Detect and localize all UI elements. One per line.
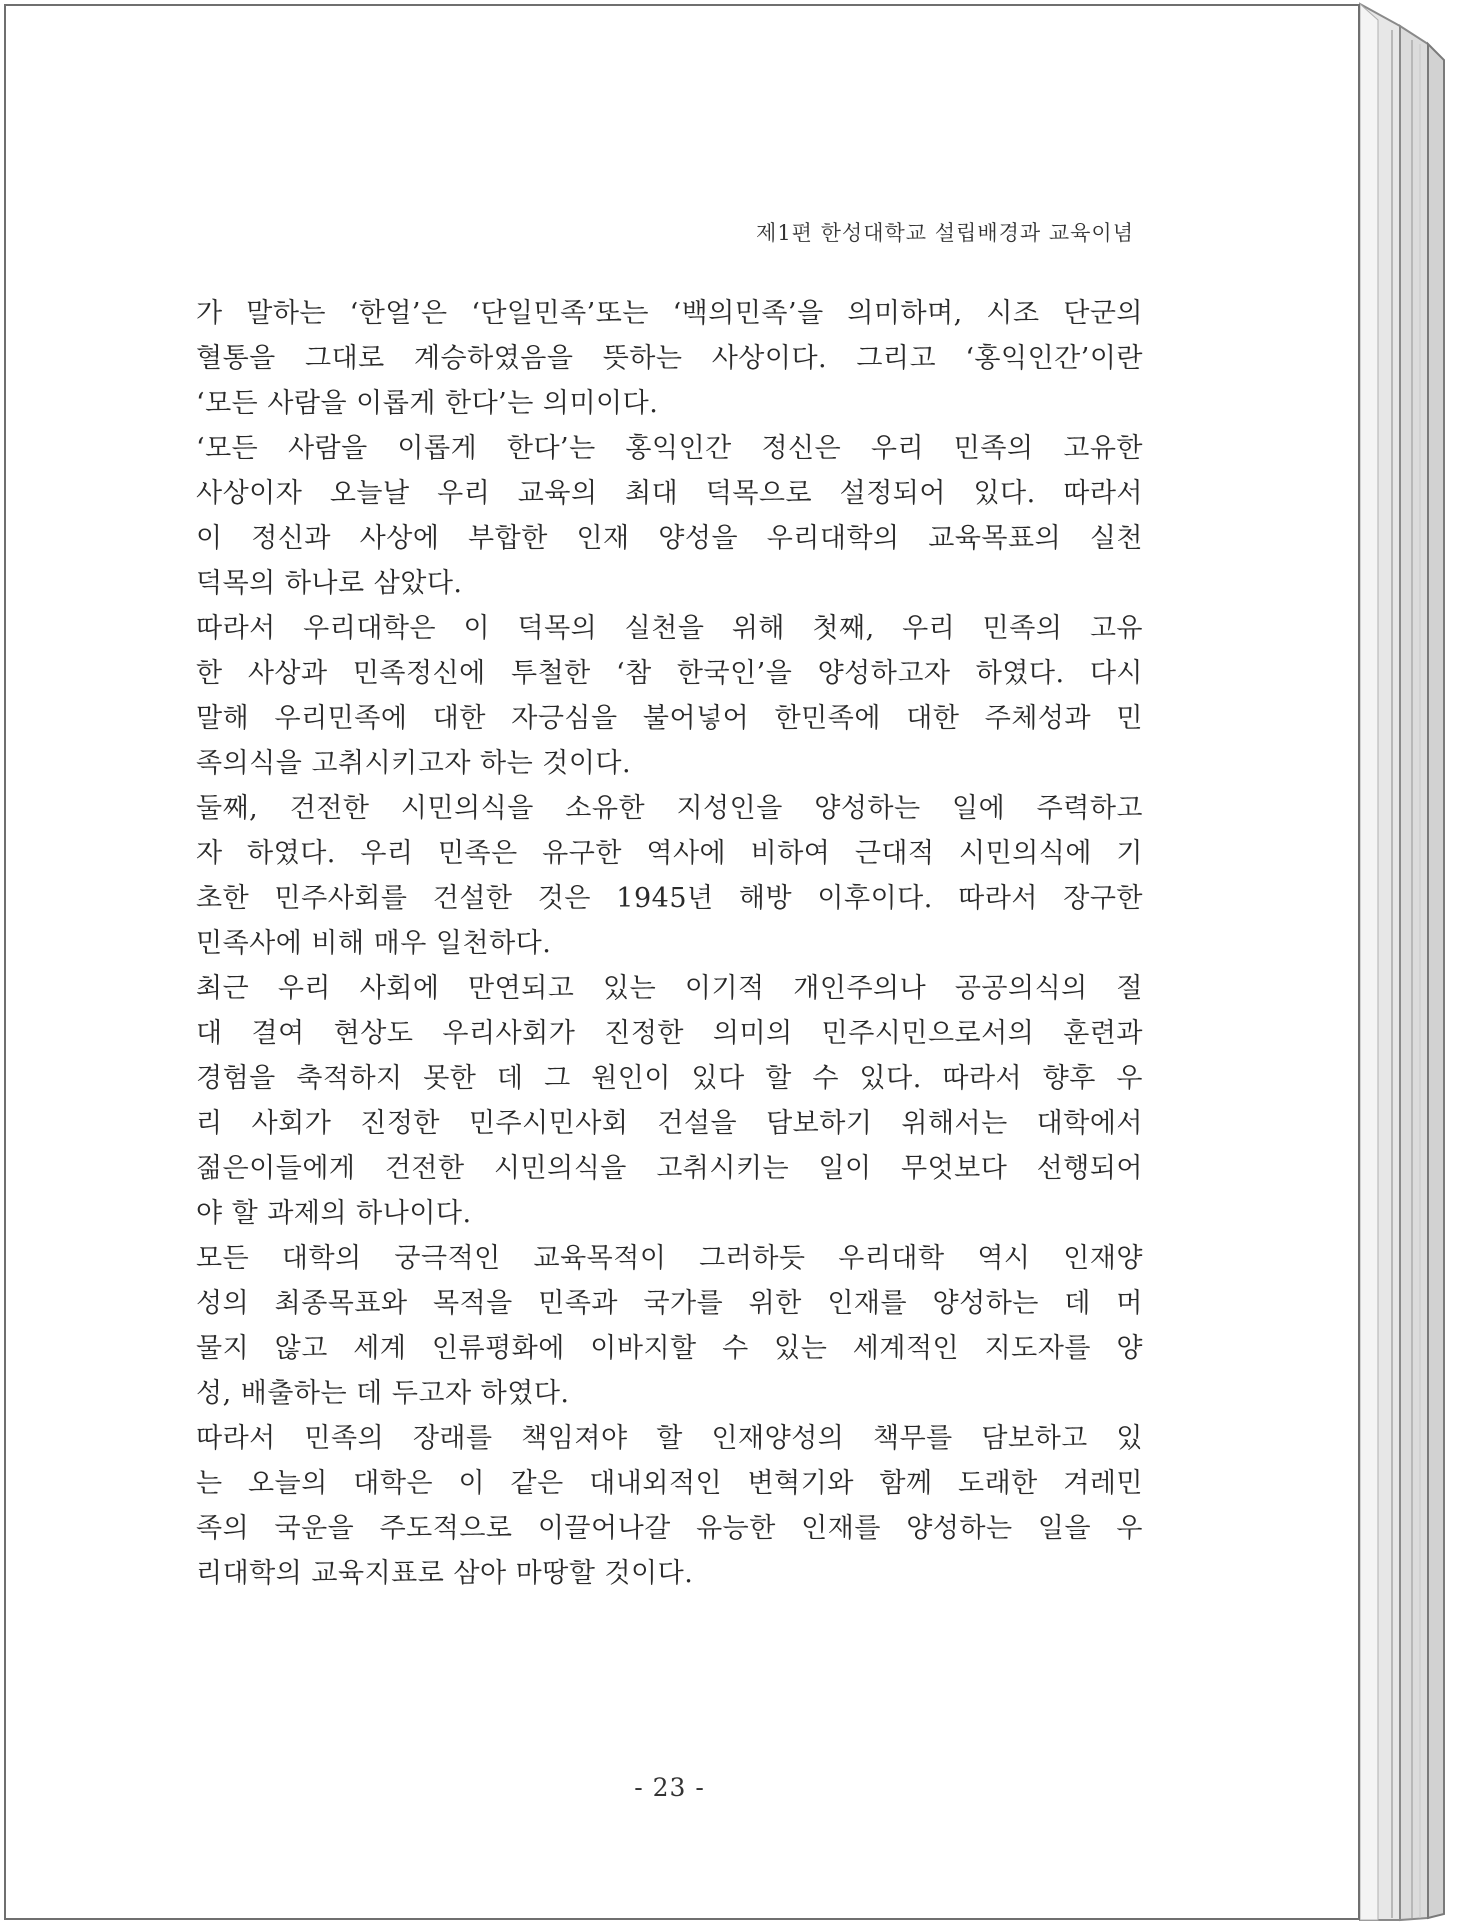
text-line: 가 말하는 ‘한얼’은 ‘단일민족’또는 ‘백의민족’을 의미하며, 시조 단군의 — [196, 298, 1143, 329]
text-line: 한 사상과 민족정신에 투철한 ‘참 한국인’을 양성하고자 하였다. 다시 — [196, 658, 1143, 689]
text-line: 둘째, 건전한 시민의식을 소유한 지성인을 양성하는 일에 주력하고 — [196, 793, 1143, 824]
text-line: 야 할 과제의 하나이다. — [196, 1198, 472, 1229]
book-page — [4, 4, 1360, 1920]
text-line: 리 사회가 진정한 민주시민사회 건설을 담보하기 위해서는 대학에서 — [196, 1108, 1143, 1139]
text-line: 족의식을 고취시키고자 하는 것이다. — [196, 748, 632, 779]
text-line: 족의 국운을 주도적으로 이끌어나갈 유능한 인재를 양성하는 일을 우 — [196, 1513, 1143, 1544]
text-line: 최근 우리 사회에 만연되고 있는 이기적 개인주의나 공공의식의 절 — [196, 973, 1143, 1004]
text-line: 따라서 민족의 장래를 책임져야 할 인재양성의 책무를 담보하고 있 — [196, 1423, 1143, 1454]
text-line: 이 정신과 사상에 부합한 인재 양성을 우리대학의 교육목표의 실천 — [196, 523, 1143, 554]
text-line: 말해 우리민족에 대한 자긍심을 불어넣어 한민족에 대한 주체성과 민 — [196, 703, 1143, 734]
page-number: - 23 - — [634, 1773, 705, 1802]
text-line: 모든 대학의 궁극적인 교육목적이 그러하듯 우리대학 역시 인재양 — [196, 1243, 1143, 1274]
text-line: 혈통을 그대로 계승하였음을 뜻하는 사상이다. 그리고 ‘홍익인간’이란 — [196, 343, 1143, 374]
text-line: 경험을 축적하지 못한 데 그 원인이 있다 할 수 있다. 따라서 향후 우 — [196, 1063, 1143, 1094]
text-line: 사상이자 오늘날 우리 교육의 최대 덕목으로 설정되어 있다. 따라서 — [196, 478, 1143, 509]
text-line: 성의 최종목표와 목적을 민족과 국가를 위한 인재를 양성하는 데 머 — [196, 1288, 1143, 1319]
text-line: 대 결여 현상도 우리사회가 진정한 의미의 민주시민으로서의 훈련과 — [196, 1018, 1143, 1049]
text-line: ‘모든 사람을 이롭게 한다’는 의미이다. — [196, 388, 659, 419]
body-text — [196, 291, 1143, 1596]
text-line: 따라서 우리대학은 이 덕목의 실천을 위해 첫째, 우리 민족의 고유 — [196, 613, 1143, 644]
text-line: 덕목의 하나로 삼았다. — [196, 568, 463, 599]
text-line: 물지 않고 세계 인류평화에 이바지할 수 있는 세계적인 지도자를 양 — [196, 1333, 1143, 1364]
text-line: 자 하였다. 우리 민족은 유구한 역사에 비하여 근대적 시민의식에 기 — [196, 838, 1143, 869]
text-line: 민족사에 비해 매우 일천하다. — [196, 928, 552, 959]
text-line: 젊은이들에게 건전한 시민의식을 고취시키는 일이 무엇보다 선행되어 — [196, 1153, 1143, 1184]
running-head: 제1편 한성대학교 설립배경과 교육이념 — [756, 221, 1134, 245]
text-line: ‘모든 사람을 이롭게 한다’는 홍익인간 정신은 우리 민족의 고유한 — [196, 433, 1143, 464]
text-line: 초한 민주사회를 건설한 것은 1945년 해방 이후이다. 따라서 장구한 — [196, 883, 1143, 914]
text-line: 성, 배출하는 데 두고자 하였다. — [196, 1378, 570, 1409]
text-line: 리대학의 교육지표로 삼아 마땅할 것이다. — [196, 1558, 694, 1589]
text-line: 는 오늘의 대학은 이 같은 대내외적인 변혁기와 함께 도래한 겨레민 — [196, 1468, 1143, 1499]
